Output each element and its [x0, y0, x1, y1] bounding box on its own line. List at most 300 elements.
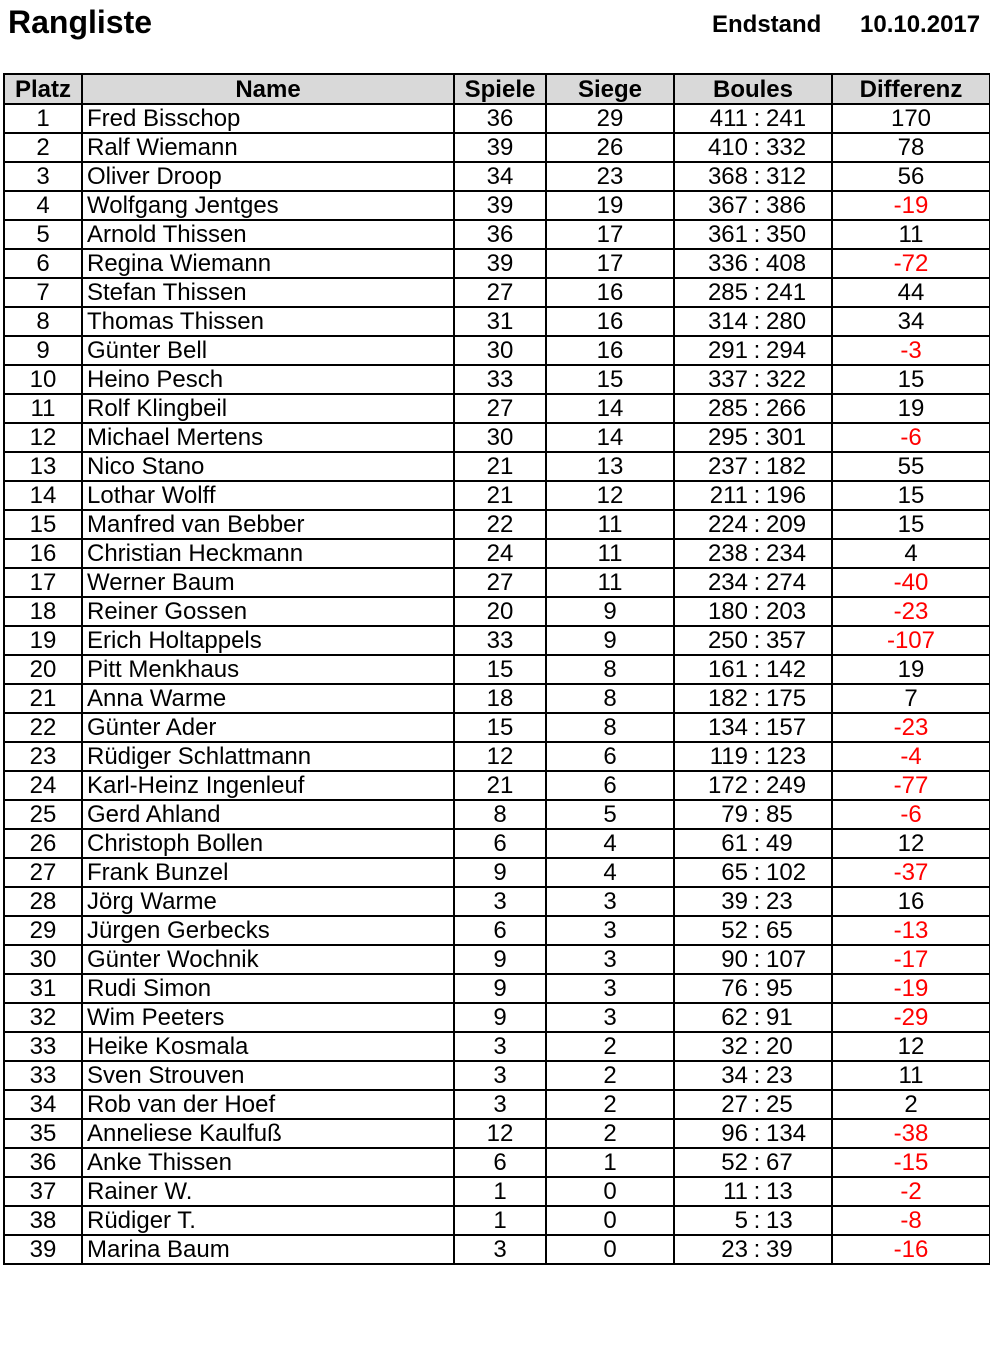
boules-separator: :: [753, 250, 761, 277]
rank-cell: 9: [4, 336, 82, 365]
wins-cell: 3: [546, 945, 674, 974]
boules-separator: :: [753, 279, 761, 306]
rank-cell: 23: [4, 742, 82, 771]
wins-cell: 12: [546, 481, 674, 510]
boules-score: [675, 337, 831, 364]
wins-cell: 11: [546, 539, 674, 568]
difference-cell: -19: [832, 974, 990, 1003]
difference-cell: 7: [832, 684, 990, 713]
wins-cell: 16: [546, 278, 674, 307]
wins-cell: 8: [546, 684, 674, 713]
difference-cell: -23: [832, 713, 990, 742]
wins-cell: 4: [546, 858, 674, 887]
boules-against: 408: [766, 250, 807, 277]
boules-against: 23: [766, 888, 793, 915]
boules-cell: [674, 887, 832, 916]
difference-cell: -37: [832, 858, 990, 887]
rank-cell: 5: [4, 220, 82, 249]
table-row: [4, 945, 990, 974]
wins-cell: 8: [546, 713, 674, 742]
boules-for: 367: [707, 192, 748, 219]
boules-for: 5: [734, 1207, 748, 1234]
wins-cell: 11: [546, 510, 674, 539]
player-name-cell: Jürgen Gerbecks: [82, 916, 454, 945]
boules-against: 123: [766, 743, 807, 770]
boules-separator: :: [753, 511, 761, 538]
wins-cell: 8: [546, 655, 674, 684]
wins-cell: 13: [546, 452, 674, 481]
boules-separator: :: [753, 337, 761, 364]
boules-cell: [674, 510, 832, 539]
boules-score: [675, 859, 831, 886]
table-row: [4, 220, 990, 249]
boules-score: [675, 192, 831, 219]
player-name-cell: Marina Baum: [82, 1235, 454, 1264]
games-cell: 12: [454, 742, 546, 771]
boules-against: 234: [766, 540, 807, 567]
boules-for: 180: [707, 598, 748, 625]
difference-cell: 56: [832, 162, 990, 191]
boules-against: 142: [766, 656, 807, 683]
player-name-cell: Jörg Warme: [82, 887, 454, 916]
boules-against: 67: [766, 1149, 793, 1176]
boules-separator: :: [753, 1033, 761, 1060]
boules-cell: [674, 1090, 832, 1119]
boules-for: 39: [721, 888, 748, 915]
boules-score: [675, 540, 831, 567]
column-header-platz: Platz: [4, 74, 82, 104]
rank-cell: 37: [4, 1177, 82, 1206]
games-cell: 1: [454, 1177, 546, 1206]
table-row: [4, 713, 990, 742]
boules-cell: [674, 974, 832, 1003]
games-cell: 9: [454, 858, 546, 887]
table-row: [4, 771, 990, 800]
wins-cell: 15: [546, 365, 674, 394]
boules-for: 238: [707, 540, 748, 567]
boules-score: [675, 598, 831, 625]
boules-for: 27: [721, 1091, 748, 1118]
boules-cell: [674, 336, 832, 365]
boules-separator: :: [753, 830, 761, 857]
player-name-cell: Thomas Thissen: [82, 307, 454, 336]
boules-for: 52: [721, 1149, 748, 1176]
games-cell: 3: [454, 887, 546, 916]
boules-for: 134: [707, 714, 748, 741]
rank-cell: 10: [4, 365, 82, 394]
boules-cell: [674, 597, 832, 626]
boules-against: 386: [766, 192, 807, 219]
table-header-row: [4, 74, 990, 104]
boules-score: [675, 1091, 831, 1118]
difference-cell: -3: [832, 336, 990, 365]
boules-score: [675, 250, 831, 277]
wins-cell: 11: [546, 568, 674, 597]
boules-cell: [674, 742, 832, 771]
boules-against: 23: [766, 1062, 793, 1089]
table-row: [4, 597, 990, 626]
boules-against: 312: [766, 163, 807, 190]
column-header-name: Name: [82, 74, 454, 104]
rank-cell: 24: [4, 771, 82, 800]
difference-cell: -72: [832, 249, 990, 278]
boules-for: 237: [707, 453, 748, 480]
rank-cell: 33: [4, 1061, 82, 1090]
difference-cell: -16: [832, 1235, 990, 1264]
boules-separator: :: [753, 1004, 761, 1031]
boules-separator: :: [753, 569, 761, 596]
player-name-cell: Stefan Thissen: [82, 278, 454, 307]
player-name-cell: Sven Strouven: [82, 1061, 454, 1090]
rank-cell: 36: [4, 1148, 82, 1177]
rank-cell: 15: [4, 510, 82, 539]
table-row: [4, 974, 990, 1003]
boules-against: 209: [766, 511, 807, 538]
player-name-cell: Lothar Wolff: [82, 481, 454, 510]
difference-cell: 2: [832, 1090, 990, 1119]
boules-score: [675, 482, 831, 509]
boules-against: 266: [766, 395, 807, 422]
rank-cell: 34: [4, 1090, 82, 1119]
boules-separator: :: [753, 482, 761, 509]
rank-cell: 25: [4, 800, 82, 829]
rank-cell: 32: [4, 1003, 82, 1032]
boules-against: 357: [766, 627, 807, 654]
wins-cell: 14: [546, 423, 674, 452]
column-header-siege: Siege: [546, 74, 674, 104]
games-cell: 36: [454, 220, 546, 249]
boules-for: 336: [707, 250, 748, 277]
table-row: [4, 278, 990, 307]
boules-cell: [674, 191, 832, 220]
games-cell: 33: [454, 626, 546, 655]
wins-cell: 2: [546, 1061, 674, 1090]
rank-cell: 35: [4, 1119, 82, 1148]
boules-for: 337: [707, 366, 748, 393]
player-name-cell: Wolfgang Jentges: [82, 191, 454, 220]
wins-cell: 2: [546, 1032, 674, 1061]
boules-separator: :: [753, 772, 761, 799]
boules-separator: :: [753, 888, 761, 915]
difference-cell: 55: [832, 452, 990, 481]
boules-against: 274: [766, 569, 807, 596]
boules-for: 34: [721, 1062, 748, 1089]
boules-against: 49: [766, 830, 793, 857]
boules-score: [675, 946, 831, 973]
games-cell: 1: [454, 1206, 546, 1235]
boules-separator: :: [753, 1062, 761, 1089]
boules-separator: :: [753, 1091, 761, 1118]
boules-separator: :: [753, 859, 761, 886]
boules-against: 13: [766, 1207, 793, 1234]
boules-against: 350: [766, 221, 807, 248]
boules-cell: [674, 1003, 832, 1032]
boules-score: [675, 163, 831, 190]
boules-separator: :: [753, 221, 761, 248]
boules-separator: :: [753, 540, 761, 567]
boules-score: [675, 801, 831, 828]
boules-score: [675, 308, 831, 335]
table-row: [4, 365, 990, 394]
boules-separator: :: [753, 1149, 761, 1176]
boules-score: [675, 1207, 831, 1234]
difference-cell: 4: [832, 539, 990, 568]
boules-cell: [674, 1206, 832, 1235]
boules-cell: [674, 307, 832, 336]
difference-cell: 34: [832, 307, 990, 336]
difference-cell: 19: [832, 394, 990, 423]
boules-score: [675, 1149, 831, 1176]
games-cell: 9: [454, 945, 546, 974]
games-cell: 30: [454, 423, 546, 452]
wins-cell: 14: [546, 394, 674, 423]
boules-cell: [674, 1119, 832, 1148]
games-cell: 9: [454, 974, 546, 1003]
boules-separator: :: [753, 1178, 761, 1205]
boules-for: 172: [707, 772, 748, 799]
player-name-cell: Günter Bell: [82, 336, 454, 365]
boules-against: 91: [766, 1004, 793, 1031]
boules-separator: :: [753, 163, 761, 190]
rank-cell: 3: [4, 162, 82, 191]
difference-cell: -23: [832, 597, 990, 626]
boules-score: [675, 1120, 831, 1147]
boules-for: 291: [707, 337, 748, 364]
table-row: [4, 1148, 990, 1177]
boules-separator: :: [753, 134, 761, 161]
player-name-cell: Günter Ader: [82, 713, 454, 742]
boules-cell: [674, 539, 832, 568]
table-row: [4, 829, 990, 858]
boules-against: 157: [766, 714, 807, 741]
boules-score: [675, 1178, 831, 1205]
difference-cell: -29: [832, 1003, 990, 1032]
boules-score: [675, 395, 831, 422]
difference-cell: -107: [832, 626, 990, 655]
boules-cell: [674, 568, 832, 597]
boules-cell: [674, 684, 832, 713]
boules-cell: [674, 452, 832, 481]
boules-for: 295: [707, 424, 748, 451]
boules-score: [675, 714, 831, 741]
table-row: [4, 1119, 990, 1148]
boules-cell: [674, 626, 832, 655]
boules-score: [675, 511, 831, 538]
boules-cell: [674, 104, 832, 133]
games-cell: 9: [454, 1003, 546, 1032]
boules-cell: [674, 220, 832, 249]
boules-separator: :: [753, 656, 761, 683]
page-title: Rangliste: [8, 4, 153, 40]
difference-cell: 16: [832, 887, 990, 916]
boules-separator: :: [753, 105, 761, 132]
boules-against: 332: [766, 134, 807, 161]
difference-cell: -8: [832, 1206, 990, 1235]
boules-for: 76: [721, 975, 748, 1002]
games-cell: 30: [454, 336, 546, 365]
boules-cell: [674, 829, 832, 858]
difference-cell: -40: [832, 568, 990, 597]
table-row: [4, 887, 990, 916]
difference-cell: 12: [832, 1032, 990, 1061]
wins-cell: 9: [546, 626, 674, 655]
boules-for: 119: [709, 743, 748, 770]
boules-separator: :: [753, 192, 761, 219]
wins-cell: 3: [546, 974, 674, 1003]
boules-score: [675, 1062, 831, 1089]
difference-cell: 44: [832, 278, 990, 307]
boules-for: 234: [707, 569, 748, 596]
games-cell: 36: [454, 104, 546, 133]
difference-cell: -13: [832, 916, 990, 945]
boules-score: [675, 888, 831, 915]
boules-separator: :: [753, 366, 761, 393]
rank-cell: 12: [4, 423, 82, 452]
table-row: [4, 481, 990, 510]
boules-against: 301: [766, 424, 807, 451]
boules-against: 203: [766, 598, 807, 625]
table-row: [4, 626, 990, 655]
boules-cell: [674, 1235, 832, 1264]
rank-cell: 11: [4, 394, 82, 423]
table-row: [4, 1003, 990, 1032]
player-name-cell: Regina Wiemann: [82, 249, 454, 278]
boules-score: [675, 627, 831, 654]
boules-separator: :: [753, 453, 761, 480]
difference-cell: 12: [832, 829, 990, 858]
rank-cell: 22: [4, 713, 82, 742]
table-row: [4, 191, 990, 220]
wins-cell: 6: [546, 742, 674, 771]
rank-cell: 38: [4, 1206, 82, 1235]
player-name-cell: Rudi Simon: [82, 974, 454, 1003]
boules-for: 314: [707, 308, 748, 335]
status-label: Endstand: [712, 11, 822, 38]
boules-separator: :: [753, 1120, 761, 1147]
player-name-cell: Erich Holtappels: [82, 626, 454, 655]
player-name-cell: Rob van der Hoef: [82, 1090, 454, 1119]
boules-against: 20: [766, 1033, 793, 1060]
player-name-cell: Anneliese Kaulfuß: [82, 1119, 454, 1148]
games-cell: 24: [454, 539, 546, 568]
difference-cell: -6: [832, 423, 990, 452]
games-cell: 27: [454, 568, 546, 597]
boules-for: 62: [721, 1004, 748, 1031]
boules-score: [675, 1236, 831, 1263]
games-cell: 6: [454, 916, 546, 945]
rank-cell: 7: [4, 278, 82, 307]
player-name-cell: Wim Peeters: [82, 1003, 454, 1032]
boules-against: 294: [766, 337, 807, 364]
games-cell: 33: [454, 365, 546, 394]
games-cell: 27: [454, 278, 546, 307]
rank-cell: 20: [4, 655, 82, 684]
table-row: [4, 1177, 990, 1206]
rank-cell: 39: [4, 1235, 82, 1264]
boules-for: 411: [709, 105, 748, 132]
boules-for: 224: [707, 511, 748, 538]
boules-score: [675, 134, 831, 161]
player-name-cell: Manfred van Bebber: [82, 510, 454, 539]
table-row: [4, 1032, 990, 1061]
boules-score: [675, 453, 831, 480]
difference-cell: 11: [832, 1061, 990, 1090]
wins-cell: 3: [546, 916, 674, 945]
rank-cell: 30: [4, 945, 82, 974]
boules-separator: :: [753, 917, 761, 944]
table-row: [4, 249, 990, 278]
player-name-cell: Christoph Bollen: [82, 829, 454, 858]
wins-cell: 17: [546, 249, 674, 278]
boules-score: [675, 830, 831, 857]
games-cell: 6: [454, 1148, 546, 1177]
table-row: [4, 133, 990, 162]
boules-against: 196: [766, 482, 807, 509]
table-row: [4, 742, 990, 771]
boules-score: [675, 279, 831, 306]
games-cell: 27: [454, 394, 546, 423]
boules-separator: :: [753, 395, 761, 422]
table-row: [4, 307, 990, 336]
boules-cell: [674, 133, 832, 162]
boules-separator: :: [753, 714, 761, 741]
boules-cell: [674, 162, 832, 191]
rank-cell: 13: [4, 452, 82, 481]
player-name-cell: Frank Bunzel: [82, 858, 454, 887]
rank-cell: 31: [4, 974, 82, 1003]
boules-for: 11: [723, 1178, 748, 1205]
boules-against: 249: [766, 772, 807, 799]
boules-against: 134: [766, 1120, 807, 1147]
boules-score: [675, 772, 831, 799]
games-cell: 18: [454, 684, 546, 713]
rank-cell: 28: [4, 887, 82, 916]
games-cell: 39: [454, 191, 546, 220]
wins-cell: 5: [546, 800, 674, 829]
boules-score: [675, 424, 831, 451]
rank-cell: 19: [4, 626, 82, 655]
wins-cell: 0: [546, 1177, 674, 1206]
boules-against: 85: [766, 801, 793, 828]
rank-cell: 6: [4, 249, 82, 278]
boules-for: 250: [707, 627, 748, 654]
boules-against: 182: [766, 453, 807, 480]
boules-for: 23: [721, 1236, 748, 1263]
difference-cell: -6: [832, 800, 990, 829]
table-row: [4, 394, 990, 423]
games-cell: 20: [454, 597, 546, 626]
boules-against: 280: [766, 308, 807, 335]
boules-separator: :: [753, 685, 761, 712]
table-row: [4, 916, 990, 945]
boules-separator: :: [753, 308, 761, 335]
boules-score: [675, 221, 831, 248]
games-cell: 3: [454, 1061, 546, 1090]
boules-cell: [674, 655, 832, 684]
wins-cell: 2: [546, 1090, 674, 1119]
table-row: [4, 423, 990, 452]
games-cell: 3: [454, 1090, 546, 1119]
rank-cell: 18: [4, 597, 82, 626]
boules-cell: [674, 858, 832, 887]
rank-cell: 1: [4, 104, 82, 133]
games-cell: 15: [454, 713, 546, 742]
wins-cell: 17: [546, 220, 674, 249]
difference-cell: 15: [832, 481, 990, 510]
games-cell: 8: [454, 800, 546, 829]
games-cell: 3: [454, 1032, 546, 1061]
games-cell: 39: [454, 133, 546, 162]
